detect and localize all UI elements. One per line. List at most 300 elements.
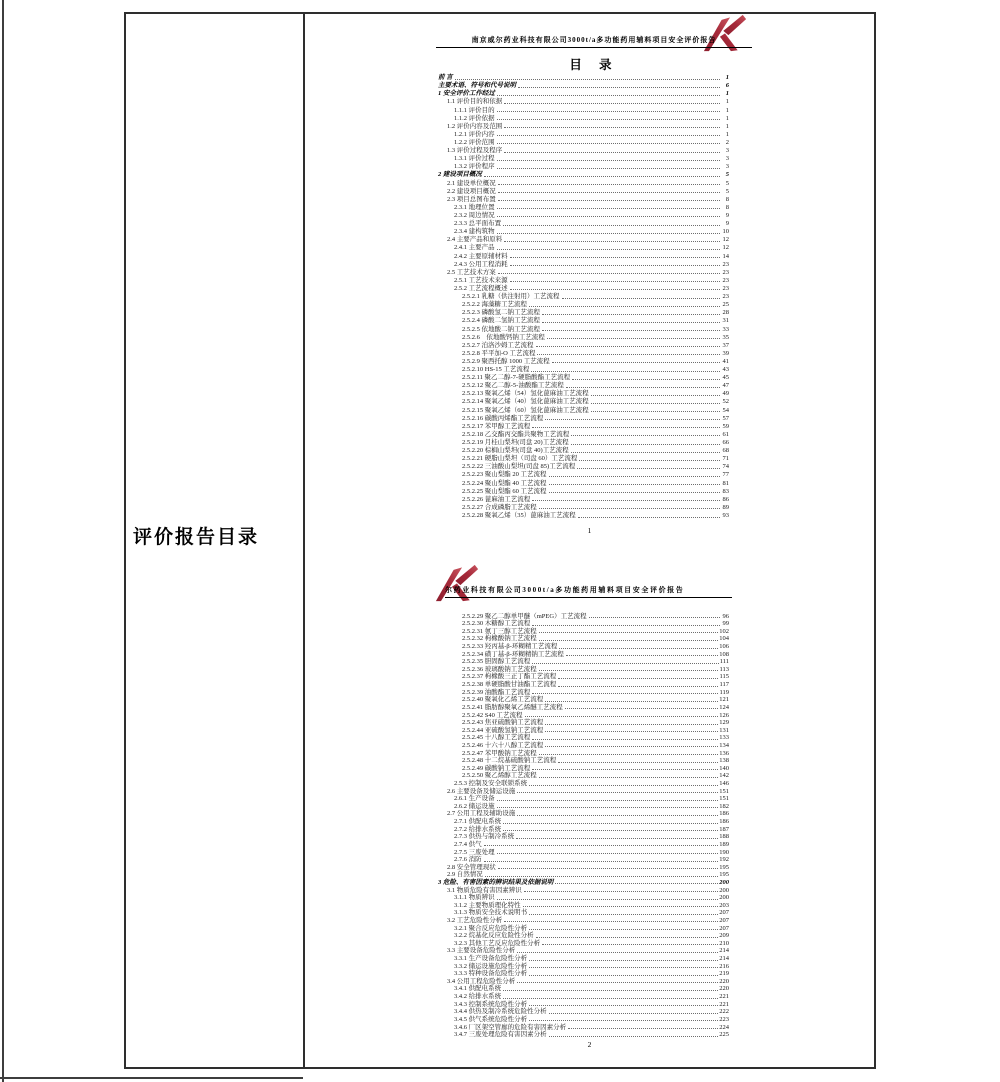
toc-entry [438, 105, 729, 113]
toc-entry [438, 970, 729, 978]
toc-entry [438, 734, 729, 742]
toc-dot-leader [517, 982, 718, 983]
toc-entry-title: 1.3.1 评价过程 [454, 155, 495, 163]
toc-entry-title: 2.5.2.48 十二烷基硫酸钠工艺流程 [462, 757, 557, 765]
toc-page-number: 49 [722, 390, 729, 398]
toc-dot-leader [498, 184, 720, 185]
toc-entry-title: 2.5.2.7 泊洛沙姆工艺流程 [462, 341, 534, 349]
toc-entry [438, 300, 729, 308]
toc-page-number: 61 [722, 430, 729, 438]
toc-entry-title: 2.5.2.12 聚乙二醇-5-油酸酯工艺流程 [462, 382, 564, 390]
toc-entry [438, 825, 729, 833]
toc-entry-title: 2.5.2.29 聚乙二醇单甲醚（mPEG）工艺流程 [462, 612, 587, 620]
toc-dot-leader [517, 792, 718, 793]
toc-entry [438, 635, 729, 643]
toc-entry [438, 939, 729, 947]
toc-entry [438, 389, 729, 397]
toc-entry-title: 3.4.6 厂区架空管廊的危险有害因素分析 [454, 1023, 567, 1031]
toc-entry-title: 3.1.3 物质安全技术说明书 [454, 909, 528, 917]
toc-entry [438, 373, 729, 381]
toc-page-number: 133 [719, 734, 729, 742]
toc-page-number: 77 [722, 471, 729, 479]
toc-dot-leader [536, 346, 721, 347]
toc-entry [438, 1023, 729, 1031]
toc-page-number: 3 [725, 155, 729, 163]
toc-entry [438, 211, 729, 219]
toc-entry-title: 3.4.1 供配电系统 [454, 985, 502, 993]
toc-entry-title: 2.5.2.44 亚硫酸氢钠工艺流程 [462, 726, 544, 734]
toc-dot-leader [484, 176, 720, 177]
toc-entry-title: 2.5.2.40 聚氧化乙烯工艺流程 [462, 696, 544, 704]
toc-entry [438, 779, 729, 787]
toc-dot-leader [558, 762, 718, 763]
page2-toc-list [438, 612, 729, 1038]
toc-dot-leader [549, 476, 721, 477]
toc-dot-leader [503, 998, 718, 999]
toc-page-number: 214 [719, 947, 729, 955]
toc-dot-leader [545, 746, 718, 747]
toc-entry [438, 795, 729, 803]
toc-entry-title: 1.3.2 评价程序 [454, 163, 495, 171]
toc-dot-leader [517, 952, 718, 953]
toc-page-number: 136 [719, 749, 729, 757]
toc-dot-leader [565, 708, 719, 709]
toc-entry [438, 381, 729, 389]
toc-dot-leader [484, 861, 719, 862]
toc-dot-leader [485, 876, 719, 877]
toc-dot-leader [532, 427, 720, 428]
toc-entry-title: 3.1 物质危险有害因素辨识 [447, 886, 522, 894]
toc-entry-title: 3.1.1 物质辨识 [454, 894, 495, 902]
toc-dot-leader [539, 754, 719, 755]
toc-entry [438, 1008, 729, 1016]
toc-dot-leader [549, 1036, 719, 1037]
toc-entry-title: 1.2.2 评价范围 [454, 138, 495, 146]
toc-dot-leader [529, 929, 718, 930]
toc-page-number: 216 [719, 962, 729, 970]
toc-dot-leader [504, 127, 720, 128]
toc-entry [438, 365, 729, 373]
toc-page-number: 119 [719, 688, 729, 696]
toc-page-number: 6 [725, 82, 729, 90]
toc-dot-leader [497, 160, 720, 161]
toc-entry-title: 2.5.2.21 硬脂山梨坦（司盘 60）工艺流程 [462, 455, 578, 463]
toc-entry-title: 2.5.2.27 合成磷脂工艺流程 [462, 503, 537, 511]
toc-entry [438, 932, 729, 940]
toc-entry-title: 2.5.2.18 乙交酯丙交酯共聚物工艺流程 [462, 430, 570, 438]
toc-dot-leader [504, 152, 720, 153]
toc-page-number: 43 [722, 366, 729, 374]
toc-entry [438, 878, 729, 886]
toc-dot-leader [497, 95, 720, 96]
toc-page-number: 220 [719, 985, 729, 993]
toc-entry [438, 138, 729, 146]
toc-entry-title: 2.5.2.8 平平加-O 工艺流程 [462, 349, 536, 357]
toc-dot-leader [504, 103, 720, 104]
toc-page-number: 12 [722, 244, 729, 252]
toc-page-number: 25 [722, 301, 729, 309]
toc-entry-title: 2.5.2.11 聚乙二醇-7-硬脂酸酯工艺流程 [462, 374, 571, 382]
toc-page-number: 192 [719, 856, 729, 864]
toc-entry [438, 357, 729, 365]
toc-dot-leader [549, 1013, 719, 1014]
toc-page-number: 186 [719, 818, 729, 826]
toc-entry [438, 726, 729, 734]
row-label: 评价报告目录 [133, 527, 260, 548]
table-cell-label [126, 14, 305, 1067]
toc-dot-leader [549, 484, 721, 485]
toc-entry-title: 2.3.1 地理位置 [454, 203, 495, 211]
toc-entry [438, 487, 729, 495]
toc-entry [438, 620, 729, 628]
toc-entry-title: 2.7.2 给排水系统 [454, 825, 502, 833]
toc-entry-title: 2.2 建设项目概况 [447, 187, 496, 195]
toc-entry [438, 894, 729, 902]
toc-dot-leader [529, 306, 720, 307]
toc-page-number: 187 [719, 825, 729, 833]
toc-dot-leader [547, 338, 720, 339]
toc-page-number: 146 [719, 780, 729, 788]
toc-page-number: 195 [719, 863, 729, 871]
toc-entry [438, 308, 729, 316]
toc-entry-title: 2.5.2.1 乳糖（供注射用）工艺流程 [462, 293, 560, 301]
toc-dot-leader [498, 200, 720, 201]
toc-dot-leader [524, 891, 719, 892]
page2-header-title: 尔药业科技有限公司3000t/a多功能药用辅料项目安全评价报告 [445, 585, 732, 598]
toc-entry [438, 817, 729, 825]
toc-page-number: 106 [719, 643, 729, 651]
toc-dot-leader [510, 257, 720, 258]
toc-page-number: 35 [722, 333, 729, 341]
toc-entry [438, 916, 729, 924]
toc-entry [438, 1000, 729, 1008]
toc-entry [438, 292, 729, 300]
toc-entry-title: 2.5.2.14 聚氧乙烯（40）氢化蓖麻油工艺流程 [462, 398, 589, 406]
toc-dot-leader [497, 807, 719, 808]
toc-page-number: 5 [725, 179, 729, 187]
toc-entry [438, 650, 729, 658]
toc-page-number: 23 [722, 260, 729, 268]
toc-entry [438, 454, 729, 462]
toc-page-number: 23 [722, 268, 729, 276]
toc-entry-title: 2.4.1 主要产品 [454, 244, 495, 252]
toc-entry-title: 2.5.2.41 脂肪醇聚氧乙烯醚工艺流程 [462, 703, 563, 711]
toc-entry-title: 2.6 主要设备及储运设施 [447, 787, 516, 795]
toc-page-number: 104 [719, 635, 729, 643]
toc-page-number: 28 [722, 309, 729, 317]
toc-entry [438, 719, 729, 727]
toc-dot-leader [579, 460, 720, 461]
toc-entry-title: 2.5.2.9 聚西托醇 1000 工艺流程 [462, 357, 550, 365]
toc-dot-leader [559, 648, 718, 649]
toc-entry [438, 89, 729, 97]
toc-dot-leader [545, 419, 720, 420]
toc-page-number: 71 [722, 455, 729, 463]
toc-page-number: 9 [725, 211, 729, 219]
toc-entry-title: 1.3 评价过程及程序 [447, 147, 503, 155]
toc-dot-leader [532, 739, 718, 740]
toc-entry [438, 985, 729, 993]
toc-entry [438, 446, 729, 454]
toc-page-number: 200 [719, 878, 729, 886]
toc-entry-title: 3.2.2 烷基化反应危险性分析 [454, 932, 534, 940]
toc-entry-title: 2.5.2.5 依地酸二钠工艺流程 [462, 325, 540, 333]
toc-entry [438, 627, 729, 635]
toc-page-number: 151 [719, 795, 729, 803]
toc-entry-title: 2.9 自然情况 [447, 871, 483, 879]
toc-entry-title: 1.2.1 评价内容 [454, 130, 495, 138]
toc-dot-leader [497, 168, 720, 169]
toc-dot-leader [498, 868, 719, 869]
toc-page-number: 102 [719, 627, 729, 635]
toc-page-number: 221 [719, 993, 729, 1001]
toc-page-number: 182 [719, 802, 729, 810]
toc-entry-title: 前 言 [438, 74, 453, 82]
toc-entry [438, 219, 729, 227]
toc-page-number: 37 [722, 341, 729, 349]
toc-entry-title: 2.6.2 储运设施 [454, 802, 495, 810]
toc-page-number: 8 [725, 195, 729, 203]
toc-entry [438, 114, 729, 122]
page1-number: 1 [587, 526, 592, 535]
outer-grid-horizontal-line [0, 1077, 303, 1079]
toc-page-number: 45 [722, 374, 729, 382]
toc-entry-title: 2.7.1 供配电系统 [454, 818, 502, 826]
toc-dot-leader [591, 403, 720, 404]
toc-entry [438, 503, 729, 511]
toc-dot-leader [497, 899, 719, 900]
toc-dot-leader [571, 452, 720, 453]
toc-dot-leader [532, 663, 718, 664]
toc-dot-leader [516, 838, 718, 839]
toc-page-number: 207 [719, 916, 729, 924]
toc-entry-title: 2.5.2.4 磷酸二氢钠工艺流程 [462, 317, 540, 325]
toc-entry [438, 341, 729, 349]
toc-page-number: 86 [722, 495, 729, 503]
toc-entry [438, 414, 729, 422]
toc-entry [438, 962, 729, 970]
toc-page-number: 10 [722, 228, 729, 236]
toc-entry [438, 122, 729, 130]
toc-page-number: 1 [725, 106, 729, 114]
toc-entry-title: 2.6.1 生产设备 [454, 795, 495, 803]
toc-entry [438, 856, 729, 864]
toc-entry [438, 924, 729, 932]
toc-dot-leader [498, 192, 720, 193]
toc-entry [438, 511, 729, 519]
toc-entry [438, 170, 729, 178]
toc-page-number: 131 [719, 726, 729, 734]
toc-dot-leader [577, 468, 720, 469]
toc-entry [438, 333, 729, 341]
page1-toc-list [438, 73, 729, 519]
toc-dot-leader [562, 298, 721, 299]
toc-page-number: 12 [722, 236, 729, 244]
toc-dot-leader [497, 119, 720, 120]
toc-page-number: 188 [719, 833, 729, 841]
toc-dot-leader [532, 500, 720, 501]
toc-entry-title: 2.7.3 供热与制冷系统 [454, 833, 515, 841]
toc-page-number: 1 [725, 98, 729, 106]
toc-dot-leader [510, 265, 720, 266]
toc-page-number: 126 [719, 711, 729, 719]
toc-page-number: 190 [719, 848, 729, 856]
toc-entry-title: 2.5.2.23 聚山梨酯 20 工艺流程 [462, 471, 547, 479]
toc-dot-leader [497, 208, 720, 209]
toc-page-number: 3 [725, 163, 729, 171]
toc-page-number: 111 [719, 658, 729, 666]
toc-entry [438, 81, 729, 89]
toc-entry [438, 349, 729, 357]
toc-entry-title: 3.2.3 其他工艺反应危险性分析 [454, 939, 541, 947]
toc-page-number: 115 [719, 673, 729, 681]
toc-page-number: 1 [725, 130, 729, 138]
toc-dot-leader [497, 800, 719, 801]
toc-page-number: 41 [722, 357, 729, 365]
toc-dot-leader [529, 1005, 718, 1006]
toc-dot-leader [497, 135, 720, 136]
toc-entry [438, 178, 729, 186]
toc-dot-leader [566, 387, 720, 388]
toc-entry-title: 2.7.5 三废处理 [454, 848, 495, 856]
toc-entry-title: 2.5.2.28 聚氧乙烯（35）蓖麻油工艺流程 [462, 512, 576, 520]
toc-page-number: 121 [719, 696, 729, 704]
toc-entry-title: 2.8 安全管理现状 [447, 863, 496, 871]
toc-page-number: 221 [719, 1000, 729, 1008]
toc-page-number: 89 [722, 503, 729, 511]
toc-dot-leader [518, 87, 720, 88]
toc-page-number: 99 [722, 620, 729, 628]
toc-page-number: 214 [719, 955, 729, 963]
toc-page-number: 1 [725, 114, 729, 122]
toc-dot-leader [539, 670, 719, 671]
toc-dot-leader [572, 379, 720, 380]
toc-dot-leader [532, 693, 718, 694]
toc-entry-title: 2.5.2.50 聚乙烯醇工艺流程 [462, 772, 537, 780]
toc-entry [438, 992, 729, 1000]
toc-entry-title: 2.5.2.46 十六十八醇工艺流程 [462, 741, 544, 749]
toc-entry-title: 1.1 评价目的和依据 [447, 98, 503, 106]
toc-entry-title: 2.5.2.13 聚氧乙烯（54）氢化蓖麻油工艺流程 [462, 390, 589, 398]
toc-dot-leader [578, 517, 720, 518]
toc-page-number: 23 [722, 293, 729, 301]
toc-entry [438, 478, 729, 486]
toc-entry [438, 243, 729, 251]
toc-entry [438, 947, 729, 955]
toc-page-number: 210 [719, 939, 729, 947]
toc-dot-leader [537, 354, 720, 355]
toc-entry [438, 787, 729, 795]
toc-page-number: 224 [719, 1023, 729, 1031]
toc-page-number: 74 [722, 463, 729, 471]
toc-page-number: 151 [719, 787, 729, 795]
toc-dot-leader [523, 906, 719, 907]
toc-dot-leader [510, 289, 720, 290]
toc-entry-title: 2.5.2.35 胆固醇工艺流程 [462, 658, 531, 666]
toc-entry-title: 2.5.2.47 苯甲酸钠工艺流程 [462, 749, 537, 757]
toc-entry [438, 848, 729, 856]
toc-entry-title: 2.5.2.31 氨丁三醇工艺流程 [462, 627, 537, 635]
toc-entry [438, 909, 729, 917]
toc-entry-title: 2.4.3 公用工程消耗 [454, 260, 508, 268]
toc-entry-title: 2.5.2.10 HS-15 工艺流程 [462, 366, 530, 374]
toc-page-number: 200 [719, 886, 729, 894]
toc-dot-leader [529, 1020, 718, 1021]
toc-entry [438, 833, 729, 841]
toc-dot-leader [539, 640, 719, 641]
toc-entry [438, 268, 729, 276]
toc-entry-title: 2.5.2.49 碳酸钠工艺流程 [462, 764, 531, 772]
toc-entry-title: 2.3.4 建构筑物 [454, 228, 495, 236]
toc-entry-title: 1 安全评价工作经过 [438, 90, 495, 98]
toc-entry-title: 2.5.2.36 玻璃酸钠工艺流程 [462, 665, 537, 673]
toc-page-number: 223 [719, 1015, 729, 1023]
toc-page-number: 52 [722, 398, 729, 406]
toc-entry-title: 2.5.2.20 棕榈山梨坦(司盘 40)工艺流程 [462, 447, 569, 455]
toc-page-number: 54 [722, 406, 729, 414]
toc-page-number: 108 [719, 650, 729, 658]
toc-dot-leader [529, 785, 718, 786]
toc-dot-leader [566, 655, 718, 656]
toc-page-number: 5 [725, 187, 729, 195]
toc-page-number: 138 [719, 757, 729, 765]
toc-entry [438, 810, 729, 818]
toc-dot-leader [510, 281, 720, 282]
toc-entry [438, 688, 729, 696]
toc-entry [438, 901, 729, 909]
toc-entry [438, 764, 729, 772]
toc-entry [438, 1031, 729, 1039]
toc-dot-leader [549, 492, 721, 493]
toc-page-number: 83 [722, 487, 729, 495]
toc-page-number: 8 [725, 203, 729, 211]
toc-page-number: 1 [725, 90, 729, 98]
toc-entry-title: 3.3 主要设备危险性分析 [447, 947, 516, 955]
toc-entry-title: 3.3.1 生产设备危险性分析 [454, 955, 528, 963]
toc-entry-title: 2.5.2.33 羟丙基-β-环糊精工艺流程 [462, 643, 558, 651]
toc-entry-title: 2.5.3 控制及安全联锁系统 [454, 780, 528, 788]
toc-entry-title: 2.5.2.38 单硬脂酸甘油酯工艺流程 [462, 681, 557, 689]
toc-entry-title: 3.2 工艺危险性分析 [447, 916, 503, 924]
toc-dot-leader [529, 960, 718, 961]
toc-dot-leader [455, 79, 720, 80]
toc-page-number: 1 [725, 122, 729, 130]
toc-entry-title: 3.3.2 储运设施危险性分析 [454, 962, 528, 970]
toc-entry-title: 2.5.2.25 聚山梨酯 60 工艺流程 [462, 487, 547, 495]
toc-entry-title: 2.5.2.45 十八醇工艺流程 [462, 734, 531, 742]
toc-page-number: 93 [722, 512, 729, 520]
toc-page-number: 96 [722, 612, 729, 620]
toc-dot-leader [497, 143, 720, 144]
toc-entry-title: 3.4.4 供热及制冷系统危险性分析 [454, 1008, 547, 1016]
toc-page-number: 47 [722, 382, 729, 390]
toc-entry-title: 2.5.2.6 依地酸钙钠工艺流程 [462, 333, 545, 341]
toc-page-number: 207 [719, 924, 729, 932]
toc-entry-title: 2.5.2.16 碳酸丙烯酯工艺流程 [462, 414, 544, 422]
toc-dot-leader [539, 508, 720, 509]
toc-page-number: 200 [719, 894, 729, 902]
toc-dot-leader [542, 944, 718, 945]
toc-dot-leader [532, 769, 718, 770]
toc-entry [438, 658, 729, 666]
toc-entry-title: 2.5.2.26 蓖麻油工艺流程 [462, 495, 531, 503]
toc-entry [438, 665, 729, 673]
toc-entry [438, 673, 729, 681]
toc-entry [438, 462, 729, 470]
toc-entry-title: 3.1.2 主要物质理化特性 [454, 901, 521, 909]
toc-entry [438, 757, 729, 765]
toc-dot-leader [571, 435, 720, 436]
